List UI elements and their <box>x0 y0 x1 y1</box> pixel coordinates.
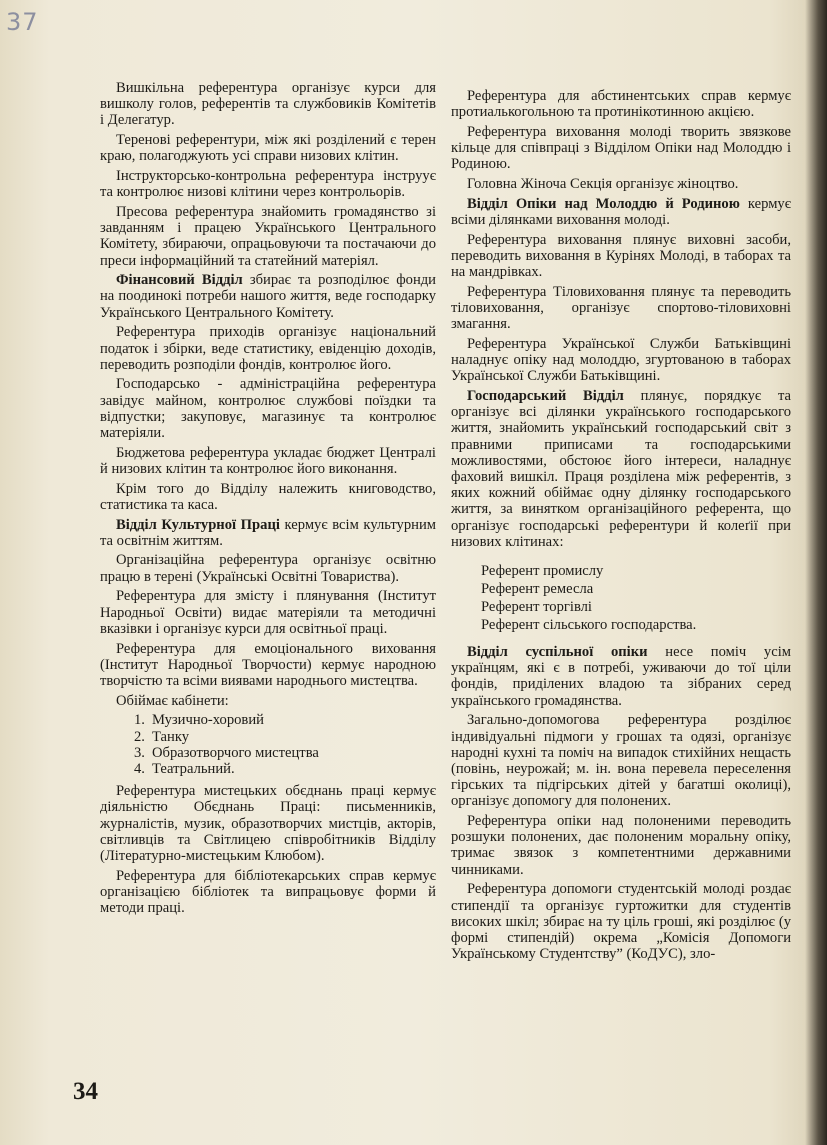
paragraph-text: Крім того до Відділу належить книговодство, статистика та каса. <box>100 480 436 513</box>
paragraph-text: Референтура для емоціонального виховання (Інститут Народньої Творчости) кермує народною творчістю та всіми виявами народнього мистецтва. <box>100 640 436 689</box>
referent-item: Референт сільського господарства. <box>481 616 697 633</box>
paragraph <box>451 88 791 120</box>
paragraph-text: Теренові референтури, між які розділений є терен краю, полагоджують усі справи низових клітин. <box>100 132 436 165</box>
section-heading: Господарський Відділ <box>467 387 624 404</box>
page-edge-shadow <box>805 0 827 1145</box>
cabinet-label: Образотворчого мистецтва <box>152 744 319 761</box>
paragraph-text: кермує всім культурним та освітнім життям. <box>100 516 436 549</box>
paragraph <box>100 693 436 709</box>
left-column <box>100 80 436 920</box>
paragraph-text: Вишкільна референтура організує курси для вишколу голов, референтів та службовиків Комітетів і Делегатур. <box>100 80 436 129</box>
paragraph <box>100 445 436 477</box>
section-heading: Відділ суспільної опіки <box>467 643 648 660</box>
left-paragraphs <box>100 80 436 709</box>
paragraph <box>100 641 436 690</box>
paragraph-text: Референтура допомоги студентській молоді роздає стипендії та організує гуртожитки для студентів високих шкіл; збирає на ту ціль гроші, які розділює (у формі стипендій) окрема „Комісія Допомоги Українському Студентству” (КоДУС), зло- <box>451 881 791 963</box>
paragraph-text: Головна Жіноча Секція організує жіноцтво. <box>467 176 739 193</box>
paragraph-text: Бюджетова референтура укладає бюджет Централі й низових клітин та контролює його виконання. <box>100 444 436 477</box>
paragraph <box>451 336 791 385</box>
cabinet-list <box>100 712 436 777</box>
paragraph <box>100 204 436 269</box>
paragraph-text: Референтура для змісту і плянування (Інститут Народньої Освіти) видає матеріяли та методичні вказівки і організує курси для освітньої праці. <box>100 588 436 637</box>
left-paragraphs-after <box>100 783 436 916</box>
paragraph <box>451 388 791 550</box>
paragraph-text: Референтура для бібліотекарських справ кермує організацією бібліотек та випрацьовує форми й методи праці. <box>100 867 436 917</box>
paragraph-text: Референтура опіки над полоненими переводить розшуки полонених, дає полоненим моральну опіку, тримає звязок з компетентними державними чинниками. <box>451 813 791 878</box>
referent-list <box>451 562 791 634</box>
paragraph-text: Господарсько - адміністраційна референтура завідує майном, контролює службові поїздки та відпустки; закуповує, магазинує та контролює матеріяли. <box>100 376 436 442</box>
cabinet-item <box>100 745 436 761</box>
paragraph-text: Референтура мистецьких обєднань праці кермує діяльністю Обєднань Праці: письменників, журналістів, музик, образотворчих мистців, акторів, світливців та Світлицею співробітників Відділу (Літературно-мистецьким Клюбом). <box>100 783 436 864</box>
paragraph-text: кермує всіми ділянками виховання молоді. <box>451 195 791 228</box>
paragraph <box>100 588 436 637</box>
referent-item: Референт ремесла <box>481 580 594 597</box>
paragraph <box>451 232 791 281</box>
cabinet-item <box>100 761 436 777</box>
paragraph-text: Референтура приходів організує національний податок і збірки, веде статистику, евіденцію доходів, переводить розподіли фондів, контролює його. <box>100 324 436 373</box>
cabinet-number: 4. <box>134 760 145 777</box>
cabinet-label: Танку <box>152 728 190 745</box>
section-heading: Фінансовий Відділ <box>116 272 243 289</box>
cabinet-number: 3. <box>134 744 145 761</box>
cabinet-item <box>100 729 436 745</box>
paragraph <box>451 644 791 709</box>
paragraph <box>100 132 436 164</box>
right-paragraphs <box>451 88 791 550</box>
paragraph <box>451 813 791 878</box>
paragraph-text: Референтура виховання плянує виховні засоби, переводить виховання в Курінях Молоді, в таборах та на мандрівках. <box>451 231 791 281</box>
referent-item: Референт торгівлі <box>481 598 592 615</box>
handwritten-mark: 37 <box>6 8 39 36</box>
paragraph-text: плянує, порядкує та організує всі ділянки українського господарського життя, знайомить український господарський світ з правними приписами та господарськими можливостями, обстоює його інтереси, наладнує фаховий вишкіл. Праця розділена між референтів, з яких кожний обіймає одну ділянку господарського життя, за винятком організаційного референта, що організує господарські референтури й колеґії при низових клітинах: <box>451 387 791 550</box>
paragraph-text: Обіймає кабінети: <box>116 692 229 709</box>
paragraph-text: збирає та розподілює фонди на поодинокі потреби нашого життя, веде господарку Українського Центрального Комітету. <box>100 272 436 321</box>
section-heading: Відділ Опіки над Молоддю й Родиною <box>467 195 740 212</box>
right-column <box>451 88 791 966</box>
paragraph-text: Референтура Тіловиховання плянує та переводить тіловиховання, організує спортово-тіловиховні змагання. <box>451 283 791 333</box>
cabinet-item <box>100 712 436 728</box>
paragraph-text: Референтура для абстинентських справ кермує протиалькогольною та протинікотинною акцією. <box>451 88 791 121</box>
paragraph-text: Загально-допомогова референтура розділює індивідуальні підмоги у грошах та одязі, організує народні кухні та поміч на випадок стихійних нещасть (повінь, неурожай; м. ін. вона перевела переселення гірських та підгірських дітей у багатші околиці), організує допомогу для полонених. <box>451 712 791 810</box>
section-heading: Відділ Культурної Праці <box>116 516 280 533</box>
paragraph <box>100 168 436 200</box>
paragraph <box>451 284 791 333</box>
paragraph <box>100 783 436 864</box>
paragraph <box>100 517 436 549</box>
paragraph <box>451 712 791 809</box>
paragraph-text: Організаційна референтура організує освітню працю в терені (Українські Освітні Товариства). <box>100 552 436 585</box>
paragraph-text: Референтура Української Служби Батьківщині наладнує опіку над молоддю, згуртованою в таборах Української Служби Батьківщині. <box>451 335 791 385</box>
paragraph <box>100 481 436 513</box>
paragraph-text: несе поміч усім українцям, які є в потребі, уживаючи до тої ціли фондів, приділених владою та зібраних серед українського громадянства. <box>451 643 791 709</box>
cabinet-label: Музично-хоровий <box>152 712 264 729</box>
referent-item: Референт промислу <box>481 562 604 579</box>
paragraph <box>451 881 791 962</box>
paragraph <box>451 196 791 228</box>
paragraph <box>451 176 791 192</box>
page-number: 34 <box>73 1078 98 1105</box>
cabinet-number: 2. <box>134 728 145 745</box>
paragraph <box>100 80 436 129</box>
paragraph <box>100 552 436 584</box>
paragraph-text: Інструкторсько-контрольна референтура інструує та контролює низові клітини через контрольорів. <box>100 168 436 201</box>
paragraph-text: Референтура виховання молоді творить звязкове кільце для співпраці з Відділом Опіки над Молоддю і Родиною. <box>451 123 791 173</box>
paragraph <box>100 324 436 373</box>
paragraph <box>100 376 436 441</box>
paragraph <box>100 272 436 321</box>
cabinet-number: 1. <box>134 712 145 729</box>
paragraph-text: Пресова референтура знайомить громадянство зі завданням і працею Українського Центрального Комітету, збираючи, опрацьовуючи та постачаючи до преси інформаційний та статейний матеріял. <box>100 203 436 269</box>
right-paragraphs-after <box>451 644 791 962</box>
cabinet-label: Театральний. <box>152 760 235 777</box>
paragraph <box>451 124 791 173</box>
paragraph <box>100 868 436 917</box>
